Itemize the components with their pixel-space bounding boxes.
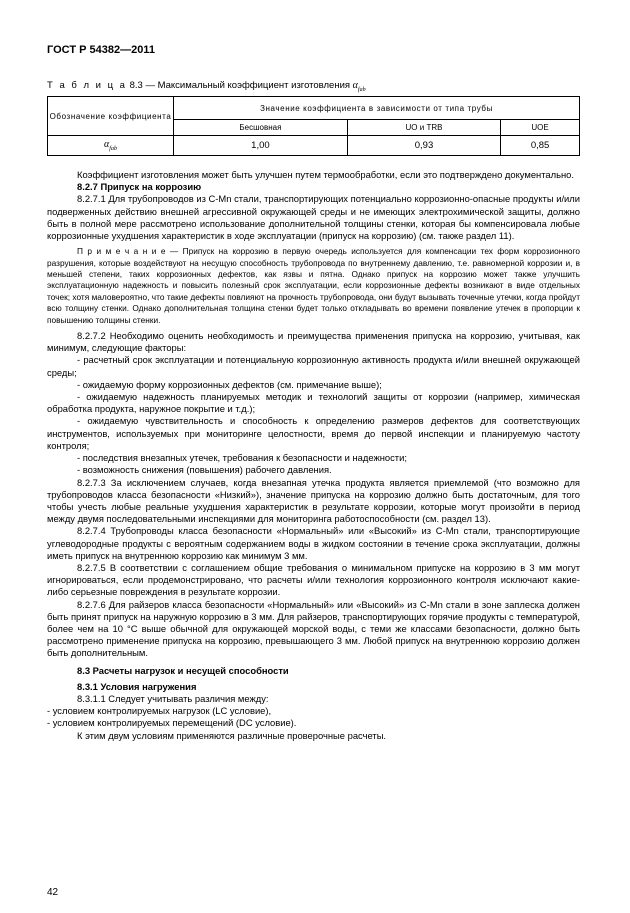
paragraph: 8.2.7.5 В соответствии с соглашением общие требования о минимальном припуске на коррозию в 3 мм могут игнорироваться, если продемонстрировано, что расчеты и/или технология коррозионного контроля исключают какие-либо серьезные повреждения в результате коррозии. [47,561,580,598]
list-item: - возможность снижения (повышения) рабочего давления. [77,464,332,476]
section-heading: 8.2.7 Припуск на коррозию [77,181,202,193]
table-subheader-seamless: Бесшовная [174,120,348,136]
table-cell-value: 1,00 [174,136,348,156]
table-caption-title: — Максимальный коэффициент изготовления [145,80,351,91]
list-item: - последствия внезапных утечек, требования к безопасности и надежности; [77,452,407,464]
paragraph: 8.2.7.1 Для трубопроводов из C-Mn стали, транспортирующих потенциально коррозионно-опасные продукты и/или подверженных действию внешней агрессивной окружающей среды и не имеющих электрохимической защиты, должно быть в полной мере рассмотрено использование дополнительной толщины стенки, которая бы компенсировала любые коррозионные ухудшения характеристик в ходе эксплуатации (припуск на коррозию) (см. также раздел 11). [47,193,580,242]
list-item: - ожидаемую надежность планируемых методик и технологий защиты от коррозии (например, химическая обработка продукта, наружное покрытие и т.д.); [47,391,580,415]
note-paragraph: П р и м е ч а н и е — Припуск на коррозию в первую очередь используется для компенсации тех форм коррозионного разрушения, которые воздействуют на несущую способность трубопровода по внутреннему давлению, т.е. равномерной коррозии и, в меньшей степени, таких коррозионных дефектов, как язвы и пятна. Однако припуск на коррозию может также улучшить эксплуатационную надежность и повысить полезный срок эксплуатации, если коррозионные дефекты возникают в виде отдельных точек; хотя маловероятно, что такие дефекты повлияют на прочность трубопровода, они будут вызывать точечные утечки, когда пройдут всю толщину стенки. Однако дополнительная толщина стенки будет только откладывать во времени появление утечек в пропорции к повышению толщины стенки. [47,246,580,325]
document-header: ГОСТ Р 54382—2011 [47,44,155,56]
table-subheader-uo: UO и TRB [347,120,500,136]
section-heading: 8.3.1 Условия нагружения [77,680,197,692]
paragraph: 8.2.7.3 За исключением случаев, когда внезапная утечка продукта является приемлемой (что возможно для трубопроводов класса безопасности «Низкий»), значение припуска на коррозию должно быть достаточным, для того чтобы учесть любые реальные ухудшения характеристик в результате коррозии, которые могут произойти в период между двумя последовательными инспекциями для мониторинга работоспособности (см. раздел 13). [47,476,580,525]
list-item: - расчетный срок эксплуатации и потенциальную коррозионную активность продукта и/или внешней окружающей среды; [47,354,580,378]
paragraph: 8.3.1.1 Следует учитывать различия между: [77,692,269,704]
section-heading: 8.3 Расчеты нагрузок и несущей способности [77,664,289,676]
table-caption-number: 8.3 [129,80,143,91]
list-item: - условием контролируемых перемещений (DC условие). [47,717,297,729]
paragraph: 8.2.7.4 Трубопроводы класса безопасности «Нормальный» или «Высокий» из C-Mn стали, транспортирующие углеводородные продукты с вероятным содержанием воды в жидком состоянии в течение срока эксплуатации, должны иметь припуск на внутреннюю коррозию как минимум 3 мм. [47,525,580,561]
paragraph: К этим двум условиям применяются различные проверочные расчеты. [77,729,387,741]
coefficient-table [47,96,580,156]
table-subheader-uoe: UOE [501,120,580,136]
paragraph: 8.2.7.6 Для райзеров класса безопасности «Нормальный» или «Высокий» из C-Mn стали в зоне заплеска должен быть принят припуск на наружную коррозию в 3 мм. Для райзеров, транспортирующих горячие продукты с температурой, более чем на 10 °С выше обычной для окружающей морской воды, с теми же классами безопасности, должно быть рассмотрено применение припуска на коррозию, превышающего 3 мм. Любой припуск на внутреннюю коррозию должен быть дополнительным. [47,598,580,659]
table-group-header: Значение коэффициента в зависимости от типа трубы [174,97,580,120]
list-item: - ожидаемую форму коррозионных дефектов (см. примечание выше); [77,378,382,390]
table-cell-symbol: $\alpha_{fab}$ [48,136,174,156]
table-caption [47,80,366,93]
table-cell-value: 0,93 [347,136,500,156]
body-text [47,169,580,742]
page-number: 42 [47,887,59,898]
table-cell-value: 0,85 [501,136,580,156]
table-caption-symbol: $\alpha_{fab}$ [352,80,366,93]
list-item: - ожидаемую чувствительность и способность к определению размеров дефектов для соответствующих инструментов, используемых при мониторинге целостности, время до первой инспекции и планируемую частоту контроля; [47,415,580,451]
paragraph: 8.2.7.2 Необходимо оценить необходимость и преимущества применения припуска на коррозию, учитывая, как минимум, следующие факторы: [47,330,580,354]
table-caption-label: Т а б л и ц а [47,80,127,91]
list-item: - условием контролируемых нагрузок (LC условие), [47,705,272,717]
table-header-designation: Обозначение коэффициента [48,97,174,136]
paragraph: Коэффициент изготовления может быть улучшен путем термообработки, если это подтверждено документально. [77,169,574,180]
